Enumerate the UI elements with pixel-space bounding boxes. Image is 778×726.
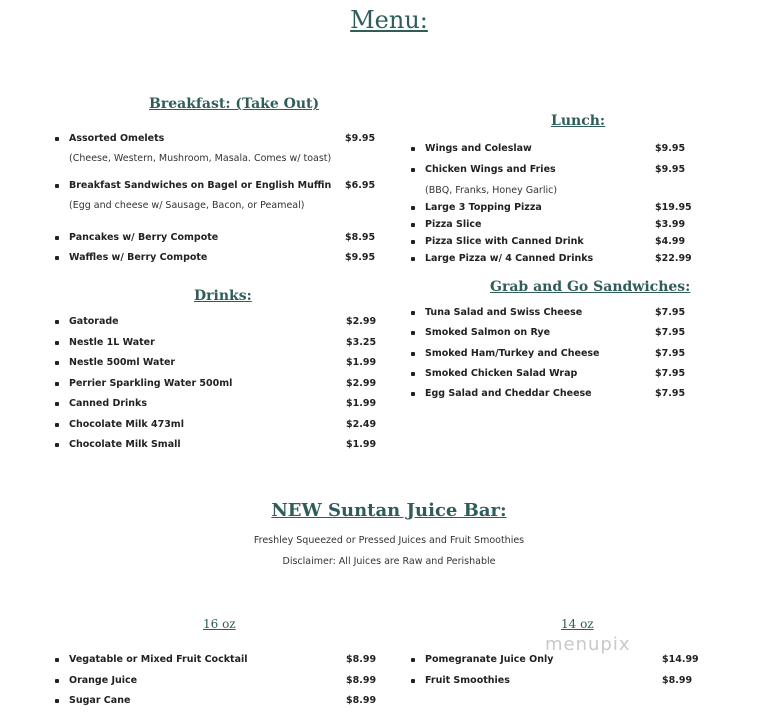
- bullet-icon: [411, 147, 415, 151]
- item-price: $22.99: [655, 253, 692, 264]
- item-name: Breakfast Sandwiches on Bagel or English Muffin: [69, 180, 332, 191]
- list-item: [55, 133, 385, 153]
- item-price: $4.99: [655, 236, 686, 247]
- item-price: $7.95: [655, 347, 686, 359]
- list-item: [411, 368, 701, 388]
- item-price: $9.95: [345, 133, 376, 144]
- bullet-icon: [55, 256, 59, 260]
- bullet-icon: [55, 361, 59, 365]
- bullet-icon: [55, 184, 59, 188]
- item-price: $8.99: [346, 695, 377, 706]
- juice-bar-subtitle: Freshley Squeezed or Pressed Juices and Fruit Smoothies: [253, 535, 525, 546]
- drinks-heading: Drinks:: [194, 288, 252, 304]
- list-item: [55, 695, 385, 716]
- item-name: Sugar Cane: [69, 695, 131, 706]
- bullet-icon: [55, 382, 59, 386]
- bullet-icon: [411, 392, 415, 396]
- list-item: [411, 327, 701, 347]
- item-name: Wings and Coleslaw: [425, 143, 532, 154]
- list-item: [55, 337, 385, 358]
- list-item: [411, 219, 701, 236]
- item-price: $8.99: [346, 674, 377, 686]
- bullet-icon: [411, 168, 415, 172]
- list-item: [411, 307, 701, 327]
- item-name: Large 3 Topping Pizza: [425, 202, 542, 213]
- list-item: [411, 253, 701, 270]
- item-price: $7.95: [655, 307, 686, 318]
- item-price: $14.99: [662, 654, 699, 665]
- lunch-list: [411, 143, 701, 270]
- item-price: $1.99: [346, 439, 377, 450]
- list-item: [55, 180, 385, 200]
- item-name: Pizza Slice with Canned Drink: [425, 236, 584, 247]
- list-item: [55, 398, 385, 419]
- bullet-icon: [411, 679, 415, 683]
- bullet-icon: [411, 240, 415, 244]
- item-price: $9.95: [655, 164, 686, 175]
- item-name: Pomegranate Juice Only: [425, 654, 554, 665]
- item-name: Pancakes w/ Berry Compote: [69, 232, 219, 243]
- bullet-icon: [411, 658, 415, 662]
- page-title: Menu:: [350, 6, 428, 34]
- item-desc: (BBQ, Franks, Honey Garlic): [425, 185, 558, 196]
- item-price: $19.95: [655, 202, 692, 213]
- list-item: [411, 654, 711, 675]
- drinks-list: [55, 316, 385, 460]
- item-name: Orange Juice: [69, 674, 138, 686]
- item-price: $9.95: [345, 252, 376, 263]
- item-price: $2.99: [346, 377, 377, 389]
- list-item: [55, 439, 385, 460]
- item-description: [411, 185, 701, 202]
- item-desc: (Cheese, Western, Mushroom, Masala. Comes w/ toast): [69, 153, 332, 164]
- bullet-icon: [55, 137, 59, 141]
- breakfast-list: [55, 133, 385, 272]
- item-description: [55, 200, 385, 232]
- bullet-icon: [411, 331, 415, 335]
- item-price: $1.99: [346, 398, 377, 409]
- item-name: Fruit Smoothies: [425, 674, 510, 686]
- list-item: [411, 202, 701, 219]
- list-item: [411, 164, 701, 185]
- item-name: Chocolate Milk Small: [69, 439, 181, 450]
- list-item: [411, 675, 711, 696]
- item-name: Egg Salad and Cheddar Cheese: [425, 388, 592, 400]
- bullet-icon: [55, 236, 59, 240]
- item-price: $3.25: [346, 336, 377, 348]
- item-name: Tuna Salad and Swiss Cheese: [425, 307, 583, 318]
- oz16-heading: 16 oz: [203, 617, 236, 631]
- item-price: $1.99: [346, 357, 377, 368]
- item-name: Gatorade: [69, 316, 119, 327]
- item-name: Vegatable or Mixed Fruit Cocktail: [69, 654, 248, 665]
- lunch-heading: Lunch:: [551, 113, 606, 129]
- list-item: [411, 236, 701, 253]
- list-item: [55, 252, 385, 272]
- item-name: Canned Drinks: [69, 398, 148, 409]
- watermark: menupix: [545, 634, 631, 655]
- item-price: $2.49: [346, 418, 377, 430]
- item-price: $7.95: [655, 327, 686, 339]
- grab-and-go-heading: Grab and Go Sandwiches:: [490, 279, 691, 295]
- bullet-icon: [411, 352, 415, 356]
- item-price: $7.95: [655, 367, 686, 379]
- breakfast-heading: Breakfast: (Take Out): [149, 96, 320, 112]
- item-name: Chocolate Milk 473ml: [69, 418, 184, 430]
- item-name: Waffles w/ Berry Compote: [69, 252, 208, 263]
- item-name: Smoked Ham/Turkey and Cheese: [425, 347, 600, 359]
- list-item: [55, 378, 385, 399]
- juice-bar-heading: NEW Suntan Juice Bar:: [271, 500, 507, 521]
- juice-bar-disclaimer: Disclaimer: All Juices are Raw and Perishable: [282, 556, 496, 567]
- oz14-list: [411, 654, 711, 695]
- item-price: $8.99: [662, 674, 693, 686]
- bullet-icon: [411, 206, 415, 210]
- bullet-icon: [55, 443, 59, 447]
- bullet-icon: [411, 372, 415, 376]
- list-item: [411, 143, 701, 164]
- grab-and-go-list: [411, 307, 701, 408]
- item-description: [55, 153, 385, 180]
- item-name: Nestle 500ml Water: [69, 357, 176, 368]
- list-item: [55, 316, 385, 337]
- bullet-icon: [411, 223, 415, 227]
- bullet-icon: [55, 423, 59, 427]
- item-desc: (Egg and cheese w/ Sausage, Bacon, or Peameal): [69, 200, 305, 211]
- oz14-heading: 14 oz: [561, 617, 594, 631]
- bullet-icon: [55, 679, 59, 683]
- list-item: [411, 348, 701, 368]
- item-name: Large Pizza w/ 4 Canned Drinks: [425, 253, 594, 264]
- item-price: $7.95: [655, 388, 686, 400]
- bullet-icon: [55, 658, 59, 662]
- item-name: Perrier Sparkling Water 500ml: [69, 377, 233, 389]
- bullet-icon: [411, 311, 415, 315]
- list-item: [55, 419, 385, 440]
- bullet-icon: [55, 402, 59, 406]
- item-price: $9.95: [655, 143, 686, 154]
- item-name: Assorted Omelets: [69, 133, 165, 144]
- item-name: Smoked Salmon on Rye: [425, 327, 551, 339]
- list-item: [55, 357, 385, 378]
- bullet-icon: [55, 341, 59, 345]
- bullet-icon: [55, 320, 59, 324]
- item-name: Smoked Chicken Salad Wrap: [425, 367, 578, 379]
- item-name: Pizza Slice: [425, 219, 482, 230]
- bullet-icon: [55, 699, 59, 703]
- item-price: $3.99: [655, 219, 686, 230]
- item-price: $6.95: [345, 180, 376, 191]
- list-item: [411, 388, 701, 408]
- item-price: $2.99: [346, 316, 377, 327]
- item-price: $8.99: [346, 654, 377, 665]
- item-name: Nestle 1L Water: [69, 336, 155, 348]
- list-item: [55, 654, 385, 675]
- oz16-list: [55, 654, 385, 716]
- list-item: [55, 232, 385, 252]
- item-price: $8.95: [345, 232, 376, 243]
- bullet-icon: [411, 257, 415, 261]
- item-name: Chicken Wings and Fries: [425, 164, 556, 175]
- list-item: [55, 675, 385, 696]
